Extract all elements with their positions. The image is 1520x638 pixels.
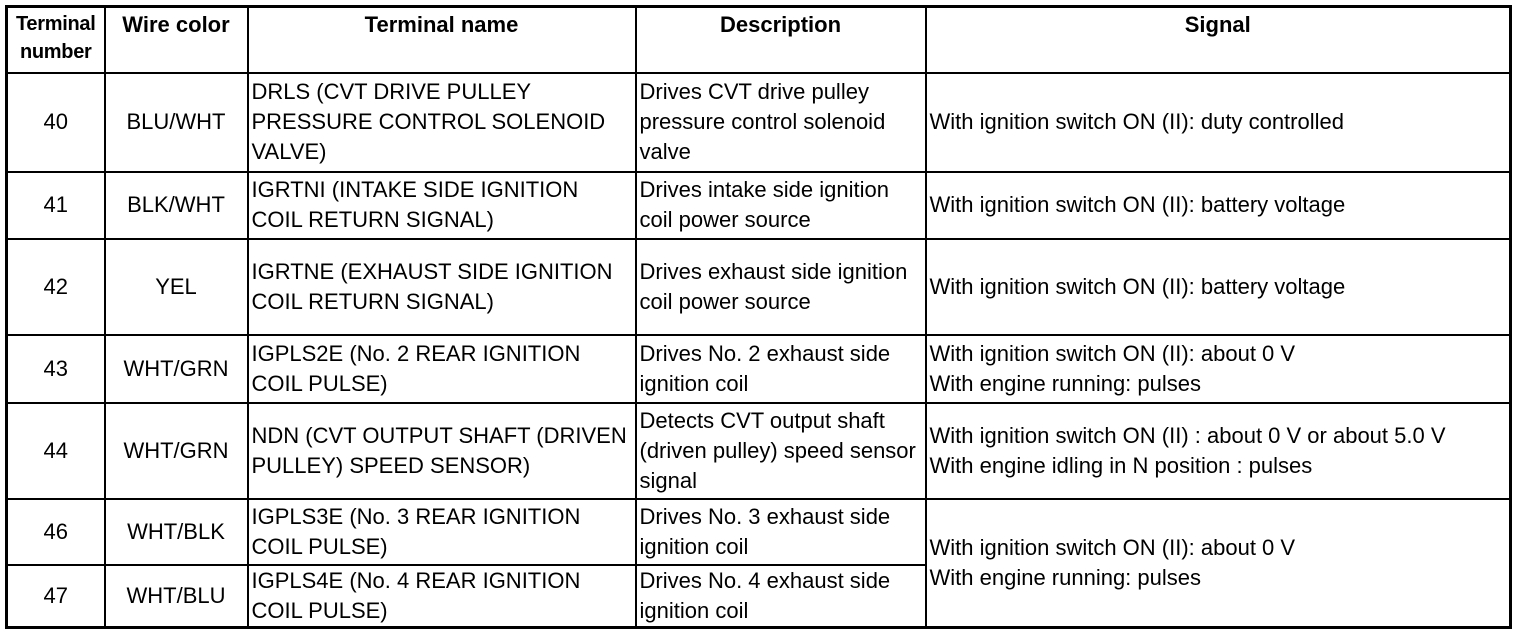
description-cell: Drives No. 3 exhaust side ignition coil	[636, 499, 926, 565]
description-cell: Drives intake side ignition coil power source	[636, 172, 926, 239]
terminal-name-cell: IGPLS3E (No. 3 REAR IGNITION COIL PULSE)	[248, 499, 636, 565]
terminal-number-cell: 40	[7, 73, 105, 172]
wire-color-cell: WHT/BLU	[105, 565, 248, 628]
table-row	[7, 403, 1511, 499]
header-signal: Signal	[926, 7, 1511, 73]
wire-color-cell: BLU/WHT	[105, 73, 248, 172]
wire-color-cell: WHT/BLK	[105, 499, 248, 565]
description-cell: Drives CVT drive pulley pressure control solenoid valve	[636, 73, 926, 172]
header-wire-color: Wire color	[105, 7, 248, 73]
signal-cell: With ignition switch ON (II): battery voltage	[926, 239, 1511, 335]
terminal-number-cell: 46	[7, 499, 105, 565]
header-terminal-name: Terminal name	[248, 7, 636, 73]
terminal-name-cell: IGRTNE (EXHAUST SIDE IGNITION COIL RETURN SIGNAL)	[248, 239, 636, 335]
header-terminal-number: Terminal number	[7, 7, 105, 73]
description-cell: Drives No. 2 exhaust side ignition coil	[636, 335, 926, 403]
terminal-name-cell: IGRTNI (INTAKE SIDE IGNITION COIL RETURN SIGNAL)	[248, 172, 636, 239]
signal-cell: With ignition switch ON (II): battery voltage	[926, 172, 1511, 239]
table-row	[7, 499, 1511, 565]
table-row	[7, 172, 1511, 239]
terminal-number-cell: 41	[7, 172, 105, 239]
table-row	[7, 73, 1511, 172]
signal-cell: With ignition switch ON (II) : about 0 V or about 5.0 V With engine idling in N position : pulses	[926, 403, 1511, 499]
header-description: Description	[636, 7, 926, 73]
terminal-number-cell: 44	[7, 403, 105, 499]
description-cell: Drives exhaust side ignition coil power source	[636, 239, 926, 335]
description-cell: Detects CVT output shaft (driven pulley) speed sensor signal	[636, 403, 926, 499]
wire-color-cell: BLK/WHT	[105, 172, 248, 239]
terminal-number-cell: 42	[7, 239, 105, 335]
terminal-number-cell: 47	[7, 565, 105, 628]
terminal-table	[5, 5, 1512, 629]
wire-color-cell: WHT/GRN	[105, 403, 248, 499]
wire-color-cell: YEL	[105, 239, 248, 335]
description-cell: Drives No. 4 exhaust side ignition coil	[636, 565, 926, 628]
signal-cell: With ignition switch ON (II): about 0 V With engine running: pulses	[926, 335, 1511, 403]
signal-cell: With ignition switch ON (II): duty controlled	[926, 73, 1511, 172]
terminal-name-cell: IGPLS4E (No. 4 REAR IGNITION COIL PULSE)	[248, 565, 636, 628]
signal-cell-merged: With ignition switch ON (II): about 0 V With engine running: pulses	[926, 499, 1511, 628]
terminal-name-cell: IGPLS2E (No. 2 REAR IGNITION COIL PULSE)	[248, 335, 636, 403]
terminal-name-cell: DRLS (CVT DRIVE PULLEY PRESSURE CONTROL SOLENOID VALVE)	[248, 73, 636, 172]
table-row	[7, 239, 1511, 335]
terminal-name-cell: NDN (CVT OUTPUT SHAFT (DRIVEN PULLEY) SPEED SENSOR)	[248, 403, 636, 499]
terminal-number-cell: 43	[7, 335, 105, 403]
header-row	[7, 7, 1511, 73]
wire-color-cell: WHT/GRN	[105, 335, 248, 403]
table-row	[7, 335, 1511, 403]
